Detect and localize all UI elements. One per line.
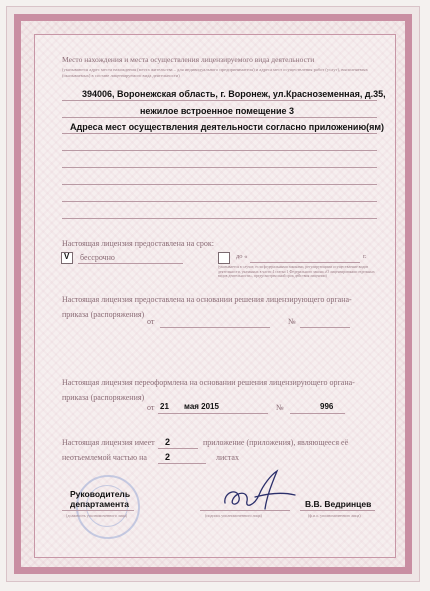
reissue-number-line [290,413,345,414]
reissue-date-line [158,413,268,414]
position-caption: (должность уполномоченного лица) [66,513,128,518]
basis-number-label: № [288,317,296,326]
appendix-sheets: 2 [165,452,171,462]
signature-caption: (подпись уполномоченного лица) [205,513,262,518]
reissue-label-2: приказа (распоряжения) [62,393,145,402]
signature-line [200,510,290,511]
term-until-label: до « [236,253,248,260]
term-label: Настоящая лицензия предоставлена на срок: [62,239,214,248]
header-subtitle: (указываются адрес места нахождения (места жительства – для индивидуального предпринимателя) и адреса мест осуществления работ (услуг), выполняемых (оказываемых) в составе лицензируемого вида деятельности) [62,67,368,78]
unlimited-underline [78,263,183,264]
address-underline-6 [62,184,377,185]
term-year-suffix: г. [363,253,367,260]
reissue-from-label: от [147,403,155,412]
address-underline-5 [62,167,377,168]
appendix-count: 2 [165,437,171,447]
reissue-label-1: Настоящая лицензия переоформлена на основании решения лицензирующего органа- [62,378,355,387]
signatory-position-2: департамента [70,499,129,509]
appendix-line-1-start: Настоящая лицензия имеет [62,438,155,447]
reissue-number: 996 [320,402,334,411]
unlimited-label: бессрочно [80,253,115,262]
signatory-position-1: Руководитель [70,489,131,499]
appendix-line-1-end: приложение (приложения), являющееся её [203,438,349,447]
position-line [62,510,134,511]
term-note: (указывается в случае, если федеральными законами, регулирующими осуществление видов деятельности, указанных в части 4 статьи 1 Федерального закона «О лицензировании отдельных видов деятельности», предусмотрен иной срок действия лицензии) [218,265,375,279]
name-caption: (ф.и.о. уполномоченного лица) [308,513,361,518]
appendix-sheets-line [158,463,206,464]
reissue-day: 21 [160,402,169,411]
appendix-sheets-label: листах [216,453,239,462]
appendix-count-line [158,448,198,449]
basis-label-1: Настоящая лицензия предоставлена на основании решения лицензирующего органа- [62,295,352,304]
address-underline-8 [62,218,377,219]
name-line [300,510,375,511]
address-underline-4 [62,150,377,151]
basis-date-line [160,327,270,328]
address-line-3: Адреса мест осуществления деятельности согласно приложению(ям) [70,122,385,132]
basis-from-label: от [147,317,155,326]
appendix-line-2-start: неотъемлемой частью на [62,453,147,462]
signatory-name: В.В. Ведринцев [305,499,372,509]
term-until-date-line [250,262,360,263]
header-title: Место нахождения и места осуществления лицензируемого вида деятельности [62,55,315,64]
address-line-1: 394006, Воронежская область, г. Воронеж, ул.Красноземенная, д.35, [82,89,386,99]
term-until-checkbox[interactable] [218,252,230,264]
address-line-2: нежилое встроенное помещение 3 [140,106,294,116]
basis-label-2: приказа (распоряжения) [62,310,145,319]
reissue-number-label: № [276,403,284,412]
basis-number-line [300,327,350,328]
unlimited-check-mark: V [64,252,70,261]
address-underline-2 [62,117,377,118]
reissue-month-year: мая 2015 [184,402,219,411]
handwritten-signature [215,465,300,515]
address-underline-7 [62,201,377,202]
address-underline-1 [62,100,377,101]
address-underline-3 [62,133,377,134]
